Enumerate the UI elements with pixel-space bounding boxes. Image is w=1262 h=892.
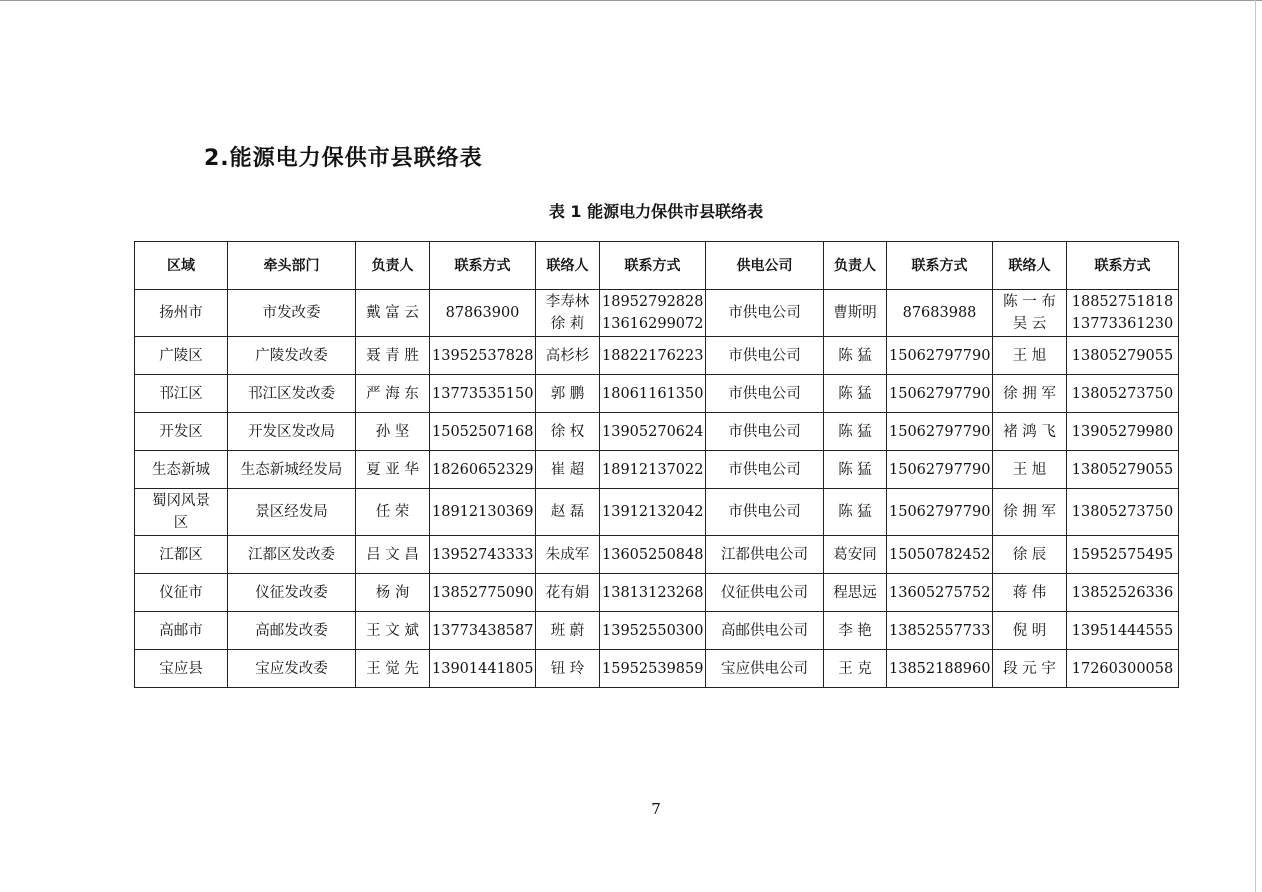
table-cell: [536, 290, 600, 337]
table-cell: 王 觉 先: [356, 650, 430, 688]
table-cell: 13901441805: [430, 650, 536, 688]
table-cell: 18822176223: [600, 337, 706, 375]
table-cell: 开发区发改局: [228, 413, 356, 451]
col-header-liaison: 联络人: [536, 242, 600, 290]
table-cell: [1067, 290, 1179, 337]
table-cell: 13952743333: [430, 536, 536, 574]
table-cell: 13805273750: [1067, 489, 1179, 536]
table-cell: 李 艳: [824, 612, 887, 650]
table-cell: 崔 超: [536, 451, 600, 489]
table-cell: 聂 青 胜: [356, 337, 430, 375]
table-cell: 市发改委: [228, 290, 356, 337]
table-cell: 13852775090: [430, 574, 536, 612]
table-cell: 广陵发改委: [228, 337, 356, 375]
table-cell: 邗江区发改委: [228, 375, 356, 413]
table-cell: 严 海 东: [356, 375, 430, 413]
table-cell: 18912130369: [430, 489, 536, 536]
col-header-company-liaison: 联络人: [993, 242, 1067, 290]
table-cell: 陈 猛: [824, 337, 887, 375]
table-cell: 江都区发改委: [228, 536, 356, 574]
table-cell: 15062797790: [887, 451, 993, 489]
table-cell: 扬州市: [135, 290, 228, 337]
table-cell: 13773535150: [430, 375, 536, 413]
table-cell: 邗江区: [135, 375, 228, 413]
table-cell: 13773438587: [430, 612, 536, 650]
table-cell: 17260300058: [1067, 650, 1179, 688]
table-cell: 江都区: [135, 536, 228, 574]
contact-table: [134, 241, 1179, 688]
table-cell: 13805279055: [1067, 451, 1179, 489]
table-cell: 15062797790: [887, 375, 993, 413]
table-cell: 广陵区: [135, 337, 228, 375]
table-cell: 13605275752: [887, 574, 993, 612]
table-cell-line: 徐 莉: [550, 316, 585, 332]
table-cell: 宝应发改委: [228, 650, 356, 688]
table-cell: 高邮发改委: [228, 612, 356, 650]
table-cell: 孙 坚: [356, 413, 430, 451]
table-cell: [135, 489, 228, 536]
table-cell: 陈 猛: [824, 375, 887, 413]
table-cell: 徐 辰: [993, 536, 1067, 574]
table-cell: 仪征市: [135, 574, 228, 612]
table-cell: 景区经发局: [228, 489, 356, 536]
page-right-border: [1255, 0, 1256, 892]
table-cell: 开发区: [135, 413, 228, 451]
table-cell: 市供电公司: [706, 375, 824, 413]
col-header-company-liaison-contact: 联系方式: [1067, 242, 1179, 290]
table-cell: 赵 磊: [536, 489, 600, 536]
table-cell: 杨 洵: [356, 574, 430, 612]
table-cell: 葛安同: [824, 536, 887, 574]
table-row: [135, 489, 1179, 536]
table-cell: 王 旭: [993, 337, 1067, 375]
table-cell: 18912137022: [600, 451, 706, 489]
table-cell: 徐 拥 军: [993, 375, 1067, 413]
table-cell: 市供电公司: [706, 451, 824, 489]
table-cell: 宝应县: [135, 650, 228, 688]
table-cell: 市供电公司: [706, 489, 824, 536]
table-cell: 吕 文 昌: [356, 536, 430, 574]
table-cell: 陈 猛: [824, 489, 887, 536]
table-cell-line: 18852751818: [1071, 294, 1174, 310]
table-cell: 王 旭: [993, 451, 1067, 489]
table-cell-line: 蜀冈风景: [152, 493, 210, 509]
col-header-region: 区域: [135, 242, 228, 290]
table-cell: 朱成军: [536, 536, 600, 574]
table-cell: 市供电公司: [706, 337, 824, 375]
table-cell: 江都供电公司: [706, 536, 824, 574]
page-top-border: [0, 0, 1262, 1]
table-cell: 褚 鸿 飞: [993, 413, 1067, 451]
table-row: [135, 574, 1179, 612]
table-row: [135, 290, 1179, 337]
table-cell: 13852526336: [1067, 574, 1179, 612]
table-cell: 13805279055: [1067, 337, 1179, 375]
table-cell: 王 文 斌: [356, 612, 430, 650]
table-cell: 戴 富 云: [356, 290, 430, 337]
table-row: [135, 413, 1179, 451]
table-row: [135, 375, 1179, 413]
table-cell: 13805273750: [1067, 375, 1179, 413]
table-cell: 曹斯明: [824, 290, 887, 337]
table-cell: [993, 290, 1067, 337]
table-cell: 仪征供电公司: [706, 574, 824, 612]
col-header-contact: 联系方式: [430, 242, 536, 290]
col-header-company-person-in-charge: 负责人: [824, 242, 887, 290]
table-cell-line: 13616299072: [602, 316, 704, 332]
col-header-liaison-contact: 联系方式: [600, 242, 706, 290]
table-cell: 13605250848: [600, 536, 706, 574]
table-cell: 王 克: [824, 650, 887, 688]
table-cell: 13952550300: [600, 612, 706, 650]
table-header-row: [135, 242, 1179, 290]
table-cell: 蒋 伟: [993, 574, 1067, 612]
page-number: 7: [651, 800, 661, 818]
table-cell: 15050782452: [887, 536, 993, 574]
table-cell: 15062797790: [887, 337, 993, 375]
table-cell: 13951444555: [1067, 612, 1179, 650]
table-cell: 18260652329: [430, 451, 536, 489]
col-header-company-contact: 联系方式: [887, 242, 993, 290]
table-body: [135, 290, 1179, 688]
table-cell: 陈 猛: [824, 413, 887, 451]
table-cell: 15062797790: [887, 489, 993, 536]
table-cell: [600, 290, 706, 337]
table-cell: 13912132042: [600, 489, 706, 536]
table-cell: 陈 猛: [824, 451, 887, 489]
table-cell: 高杉杉: [536, 337, 600, 375]
col-header-power-company: 供电公司: [706, 242, 824, 290]
table-cell-line: 13773361230: [1071, 316, 1174, 332]
table-cell: 87863900: [430, 290, 536, 337]
table-cell: 13852557733: [887, 612, 993, 650]
table-cell-line: 陈 一 布: [1003, 294, 1056, 310]
table-cell: 13852188960: [887, 650, 993, 688]
section-heading: 2.能源电力保供市县联络表: [204, 146, 483, 171]
table-cell: 市供电公司: [706, 413, 824, 451]
table-cell: 倪 明: [993, 612, 1067, 650]
table-cell: 高邮供电公司: [706, 612, 824, 650]
table-row: [135, 536, 1179, 574]
table-cell: 高邮市: [135, 612, 228, 650]
table-cell-line: 区: [173, 515, 189, 531]
table-cell: 花有娟: [536, 574, 600, 612]
table-cell: 15952539859: [600, 650, 706, 688]
table-cell: 徐 拥 军: [993, 489, 1067, 536]
table-cell: 任 荣: [356, 489, 430, 536]
table-cell: 18061161350: [600, 375, 706, 413]
table-cell: 仪征发改委: [228, 574, 356, 612]
table-cell: 生态新城经发局: [228, 451, 356, 489]
table-row: [135, 650, 1179, 688]
table-cell: 郭 鹏: [536, 375, 600, 413]
table-cell: 段 元 宇: [993, 650, 1067, 688]
col-header-lead-dept: 牵头部门: [228, 242, 356, 290]
col-header-person-in-charge: 负责人: [356, 242, 430, 290]
table-cell-line: 李寿林: [545, 294, 590, 310]
table-row: [135, 337, 1179, 375]
table-cell: 13813123268: [600, 574, 706, 612]
table-cell: 15952575495: [1067, 536, 1179, 574]
table-cell: 宝应供电公司: [706, 650, 824, 688]
table-cell: 13905270624: [600, 413, 706, 451]
table-row: [135, 451, 1179, 489]
table-cell: 市供电公司: [706, 290, 824, 337]
table-cell: 生态新城: [135, 451, 228, 489]
table-caption: 表 1 能源电力保供市县联络表: [548, 202, 764, 221]
table-cell-line: 18952792828: [602, 294, 704, 310]
table-cell: 徐 权: [536, 413, 600, 451]
table-cell: 15052507168: [430, 413, 536, 451]
table-cell-line: 吴 云: [1012, 316, 1047, 332]
table-row: [135, 612, 1179, 650]
table-cell: 13952537828: [430, 337, 536, 375]
table-cell: 87683988: [887, 290, 993, 337]
table-cell: 钮 玲: [536, 650, 600, 688]
table-cell: 夏 亚 华: [356, 451, 430, 489]
table-cell: 13905279980: [1067, 413, 1179, 451]
table-cell: 程思远: [824, 574, 887, 612]
table-cell: 15062797790: [887, 413, 993, 451]
table-cell: 班 蔚: [536, 612, 600, 650]
